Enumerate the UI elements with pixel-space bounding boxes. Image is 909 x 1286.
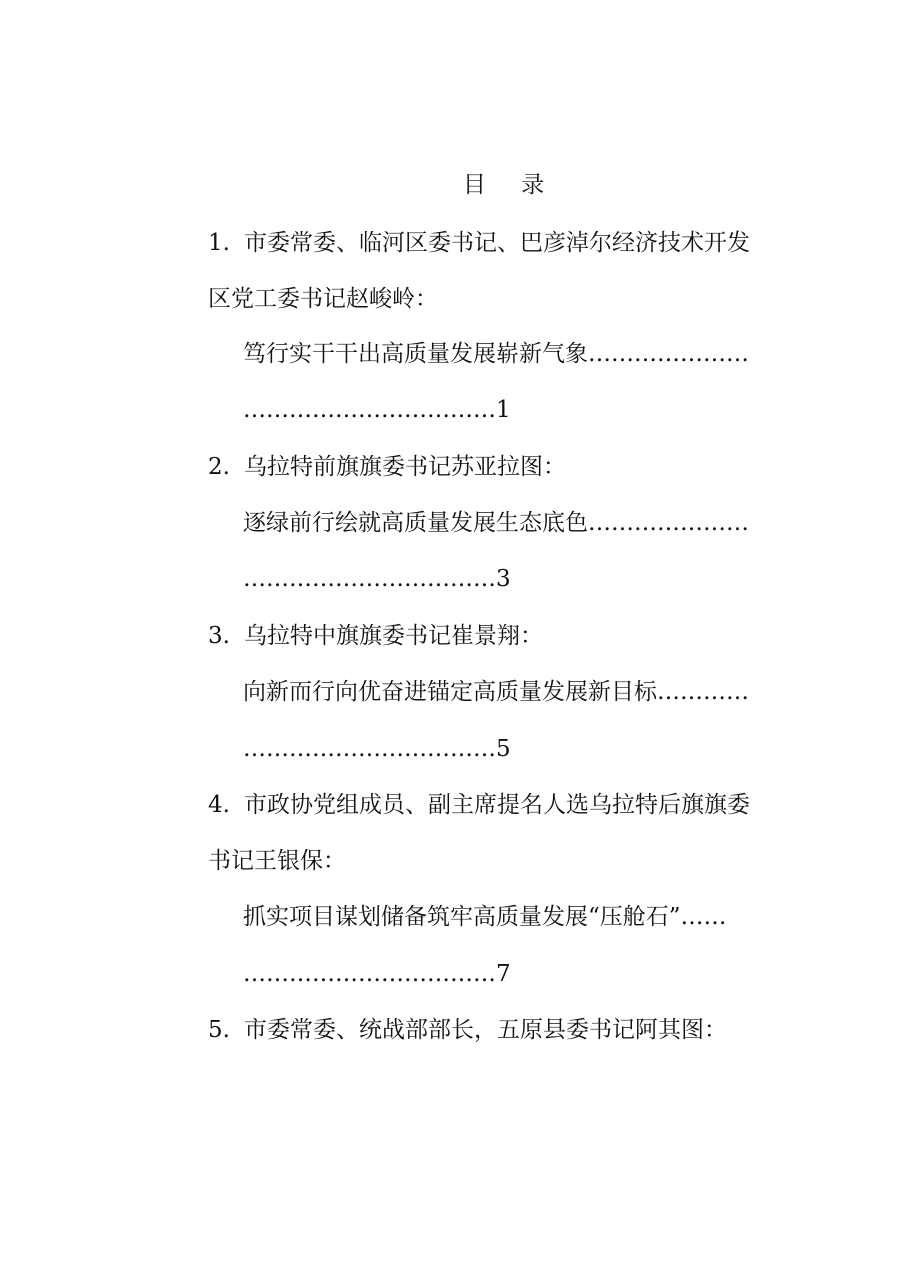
toc-entry-1-number: 1. [208,230,230,256]
toc-entry-5-author-line1: 5. 市委常委、统战部部长，五原县委书记阿其图： [208,1017,727,1043]
toc-title: 目 录 [462,172,559,198]
toc-entry-4-article-line1: 抓实项目谋划储备筑牢高质量发展“压舱石”…… [243,904,727,930]
toc-entry-4-article-line2: ……………………………7 [243,961,511,987]
toc-entry-2-article-line2: ……………………………3 [243,566,511,592]
toc-entry-4-number: 4. [208,792,230,818]
toc-entry-5-number: 5. [208,1017,230,1043]
toc-entry-3-number: 3. [208,623,230,649]
toc-entry-2-number: 2. [208,454,230,480]
toc-entry-1-article-line1: 笃行实干干出高质量发展崭新气象………………… [243,341,749,367]
toc-entry-4-author-line2: 书记王银保： [208,848,346,874]
toc-entry-1-author-line1: 1. 市委常委、临河区委书记、巴彦淖尔经济技术开发 [208,230,750,256]
toc-entry-4-author-line1: 4. 市政协党组成员、副主席提名人选乌拉特后旗旗委 [208,792,750,818]
toc-entry-3-article-line2: ……………………………5 [243,736,511,762]
toc-entry-3-author-line1: 3. 乌拉特中旗旗委书记崔景翔： [208,623,543,649]
toc-entry-1-author-line2: 区党工委书记赵峻岭： [208,286,438,312]
toc-entry-2-author-line1: 2. 乌拉特前旗旗委书记苏亚拉图： [208,454,566,480]
toc-entry-1-article-line2: ……………………………1 [243,397,511,423]
toc-entry-3-article-line1: 向新而行向优奋进锚定高质量发展新目标………… [243,679,749,705]
toc-entry-2-article-line1: 逐绿前行绘就高质量发展生态底色………………… [243,510,749,536]
